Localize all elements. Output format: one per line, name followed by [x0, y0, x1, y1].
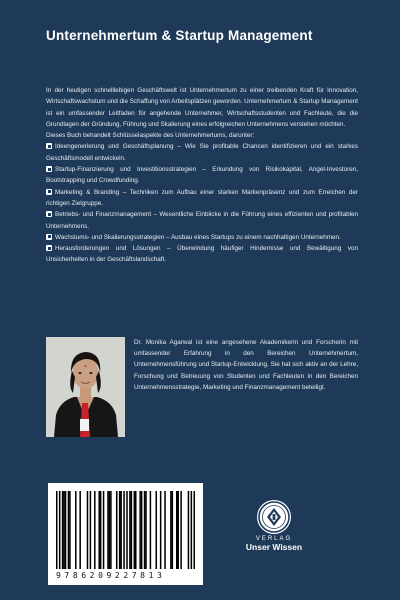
barcode-bar	[134, 491, 136, 569]
barcode-bar	[135, 491, 137, 569]
barcode-bar	[129, 491, 131, 569]
publisher-logo	[244, 500, 304, 552]
barcode-bar	[160, 491, 162, 569]
barcode-bar	[144, 491, 146, 569]
topic-item	[46, 243, 358, 266]
barcode-bar	[68, 491, 70, 569]
topic-item	[46, 141, 358, 164]
barcode-bar	[56, 491, 58, 569]
topic-text: Betriebs- und Finanzmanagement – Wesentliche Einblicke in die Führung eines effizienten und profitablen Unternehmens.	[46, 211, 358, 230]
barcode-bar	[172, 491, 174, 569]
topic-text: Ideengenerierung und Geschäftsplanung – Wie Sie profitable Chancen identifizieren und ein starkes Geschäftsmodell entwickeln.	[46, 143, 358, 162]
barcode-bar	[94, 491, 96, 569]
barcode-bar	[188, 491, 190, 569]
barcode-bar	[100, 491, 102, 569]
barcode-bar	[98, 491, 100, 569]
author-bio: Dr. Monika Agarwal ist eine angesehene Akademikerin und Forscherin mit umfassender Erfahrung in den Bereichen Unternehmertum, Unternehmensführung und Startup-Entwicklung. Sie hat sich aktiv an der Lehre, Forschung und Betreuung von Studenten und Fachleuten in den Bereichen Unternehmensstrategie, Marketing und Finanzmanagement beteiligt.	[134, 339, 358, 391]
barcode-bar	[126, 491, 128, 569]
barcode-bar	[63, 491, 65, 569]
barcode-bar	[110, 491, 112, 569]
barcode-bar	[120, 491, 122, 569]
barcode-bar	[131, 491, 133, 569]
barcode-bar	[139, 491, 141, 569]
barcode-bar	[109, 491, 111, 569]
barcode-bar	[170, 491, 172, 569]
topics-intro: Dieses Buch behandelt Schlüsselaspekte des Unternehmertums, darunter:	[46, 132, 255, 140]
blurb	[46, 85, 358, 266]
barcode-bar	[145, 491, 147, 569]
square-bullet-icon	[46, 166, 52, 172]
isbn-barcode	[48, 483, 203, 585]
barcode-bar	[62, 491, 64, 569]
publisher-verlag-label: VERLAG	[255, 536, 293, 542]
publisher-name: Unser Wissen	[245, 542, 303, 552]
square-bullet-icon	[46, 211, 52, 217]
square-bullet-icon	[46, 189, 52, 195]
topic-text: Herausforderungen und Lösungen – Überwindung häufiger Hindernisse und Bewältigung von Unsicherheiten in der Geschäftslandschaft.	[46, 245, 358, 264]
barcode-bar	[69, 491, 71, 569]
barcode-bar	[180, 491, 182, 569]
barcode-bar	[103, 491, 105, 569]
barcode-bar	[119, 491, 121, 569]
barcode-bar	[116, 491, 118, 569]
barcode-bar	[176, 491, 178, 569]
barcode-bar	[59, 491, 61, 569]
topic-item	[46, 232, 358, 243]
topic-text: Startup-Finanzierung und Investitionsstrategien – Erkundung von Risikokapital, Angel-Investoren, Bootstrapping und Crowdfunding.	[46, 166, 358, 185]
square-bullet-icon	[46, 245, 52, 251]
author-portrait-icon	[46, 337, 125, 437]
barcode-bar	[155, 491, 157, 569]
barcode-bar	[90, 491, 92, 569]
barcode-bar	[123, 491, 125, 569]
barcode-bar	[191, 491, 193, 569]
topic-text: Wachstums- und Skalierungsstrategien – Ausbau eines Startups zu einem nachhaltigen Unternehmen.	[55, 233, 341, 241]
book-title: Unternehmertum & Startup Management	[46, 28, 313, 43]
barcode-bar	[164, 491, 166, 569]
author-photo	[46, 337, 125, 437]
barcode-bar	[177, 491, 179, 569]
barcode-icon	[56, 491, 195, 571]
topic-item	[46, 209, 358, 232]
barcode-bar	[65, 491, 67, 569]
barcode-bar	[107, 491, 109, 569]
topic-item	[46, 164, 358, 187]
intro-paragraph: In der heutigen schnelllebigen Geschäftswelt ist Unternehmertum zu einer treibenden Kraft für Innovation, Wirtschaftswachstum und die Schaffung von Arbeitsplätzen geworden. Unternehmertum & Startup Management ist ein umfassender Leitfaden für angehende Unternehmer, Wirtschaftsstudenten und Fachleute, die die Grundlagen der Gründung, Führung und Skalierung eines erfolgreichen Unternehmens verstehen möchten.	[46, 87, 358, 128]
publisher-emblem-icon	[257, 500, 291, 534]
barcode-bar	[75, 491, 77, 569]
barcode-bar	[194, 491, 195, 569]
topic-item	[46, 187, 358, 210]
isbn-number: 9786209227813	[56, 571, 166, 580]
barcode-bar	[150, 491, 152, 569]
barcode-bar	[87, 491, 89, 569]
square-bullet-icon	[46, 143, 52, 149]
topic-text: Marketing & Branding – Techniken zum Aufbau einer starken Markenpräsenz und zum Erreichen der richtigen Zielgruppe.	[46, 188, 358, 207]
square-bullet-icon	[46, 234, 52, 240]
topic-list	[46, 141, 358, 265]
barcode-bar	[141, 491, 143, 569]
barcode-bar	[79, 491, 81, 569]
